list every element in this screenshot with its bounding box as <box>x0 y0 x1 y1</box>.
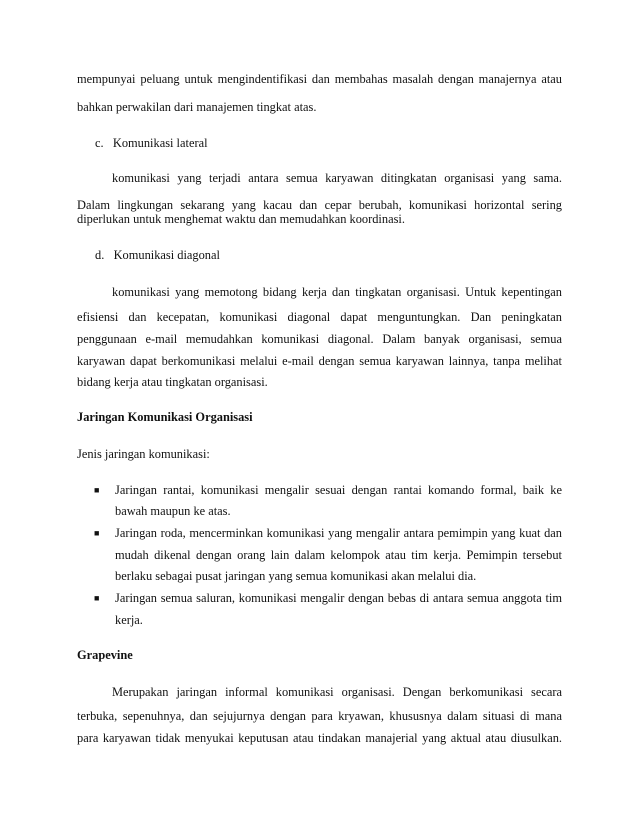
paragraph-line: Merupakan jaringan informal komunikasi organisasi. Dengan berkomunikasi secara <box>112 685 562 699</box>
paragraph-line: diperlukan untuk menghemat waktu dan memudahkan koordinasi. <box>77 212 405 226</box>
bullet-icon: ■ <box>94 593 100 603</box>
paragraph-line: para karyawan tidak menyukai keputusan atau tindakan manajerial yang aktual atau diusulkan. <box>77 731 562 745</box>
list-item-line: mudah dikenal dengan orang lain dalam kelompok atau tim kerja. Pemimpin tersebut <box>115 548 562 562</box>
subheading-d: d. Komunikasi diagonal <box>95 248 220 262</box>
paragraph-line: bidang kerja atau tingkatan organisasi. <box>77 375 268 389</box>
paragraph-line: terbuka, sepenuhnya, dan sejujurnya dengan para kryawan, khususnya dalam situasi di mana <box>77 709 562 723</box>
section-title-jaringan: Jaringan Komunikasi Organisasi <box>77 410 253 424</box>
list-item-line: Jaringan rantai, komunikasi mengalir sesuai dengan rantai komando formal, baik ke <box>115 483 562 497</box>
paragraph-line: komunikasi yang terjadi antara semua karyawan ditingkatan organisasi yang sama. <box>112 171 562 185</box>
bullet-icon: ■ <box>94 485 100 495</box>
jenis-label: Jenis jaringan komunikasi: <box>77 447 210 461</box>
paragraph-line: Dalam lingkungan sekarang yang kacau dan cepar berubah, komunikasi horizontal sering <box>77 198 562 212</box>
list-item-line: Jaringan roda, mencerminkan komunikasi yang mengalir antara pemimpin yang kuat dan <box>115 526 562 540</box>
bullet-icon: ■ <box>94 528 100 538</box>
list-item-line: kerja. <box>115 613 143 627</box>
paragraph-line: efisiensi dan kecepatan, komunikasi diagonal dapat menguntungkan. Dan peningkatan <box>77 310 562 324</box>
list-item-line: bawah maupun ke atas. <box>115 504 231 518</box>
paragraph-line: bahkan perwakilan dari manajemen tingkat atas. <box>77 100 317 114</box>
section-title-grapevine: Grapevine <box>77 648 133 662</box>
paragraph-line: penggunaan e-mail memudahkan komunikasi diagonal. Dalam banyak organisasi, semua <box>77 332 562 346</box>
list-item-line: berlaku sebagai pusat jaringan yang semua komunikasi akan melalui dia. <box>115 569 477 583</box>
paragraph-line: mempunyai peluang untuk mengindentifikasi dan membahas masalah dengan manajernya atau <box>77 72 562 86</box>
paragraph-line: karyawan dapat berkomunikasi melalui e-mail dengan semua karyawan lainnya, tanpa melihat <box>77 354 562 368</box>
subheading-c: c. Komunikasi lateral <box>95 136 208 150</box>
list-item-line: Jaringan semua saluran, komunikasi mengalir dengan bebas di antara semua anggota tim <box>115 591 562 605</box>
paragraph-line: komunikasi yang memotong bidang kerja dan tingkatan organisasi. Untuk kepentingan <box>112 285 562 299</box>
